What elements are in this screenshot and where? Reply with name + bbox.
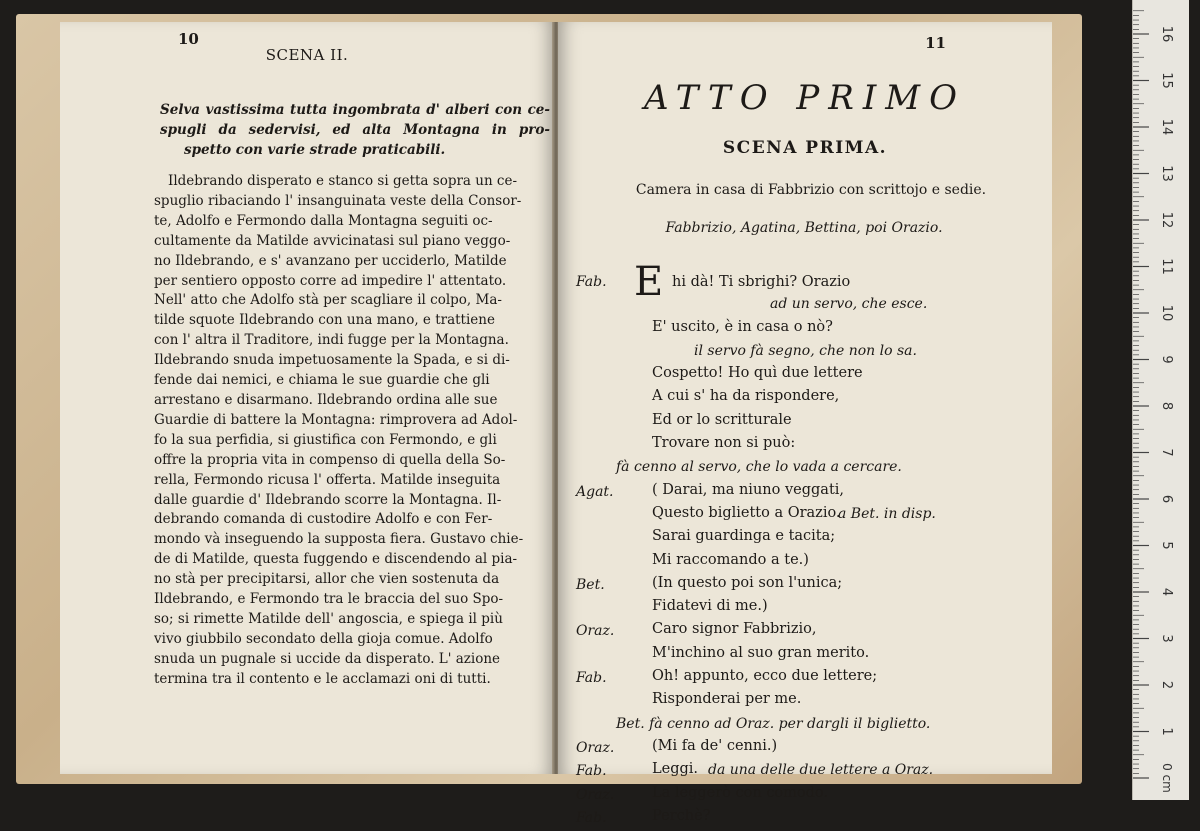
ruler-tick-label: 15 [1159, 72, 1174, 89]
ruler-tick-label: 11 [1159, 258, 1174, 275]
scene-setting [160, 100, 550, 160]
stage-direction: il servo fà segno, che non lo sa. [694, 342, 917, 359]
setting-line: spugli da sedervisi, ed alta Montagna in pro- [160, 122, 550, 138]
dialogue-line [576, 365, 1046, 388]
dialogue-line [576, 319, 1046, 342]
verse-text: Mi raccomando a te.) [652, 551, 809, 568]
ruler-tick-label: 7 [1159, 448, 1174, 457]
verse-text: ( Darai, ma niuno veggati, [652, 481, 845, 498]
verse-text: hi dà! Ti sbrighi? Orazio [672, 274, 851, 290]
setting-line: Selva vastissima tutta ingombrata d' alberi con ce- [160, 102, 550, 118]
ruler-tick-label: 16 [1159, 25, 1174, 43]
ruler-tick-label: 13 [1159, 165, 1174, 182]
page-number: 11 [925, 34, 946, 52]
verse-text: M'inchino al suo gran merito. [652, 644, 870, 661]
verse-text: Trovare non si può: [652, 435, 796, 452]
dialogue-line [576, 552, 1046, 575]
narrative-line: Nell' atto che Adolfo stà per scagliare il colpo, Ma- [154, 292, 502, 309]
stage-direction: ad un servo, che esce. [770, 296, 928, 313]
ruler-tick-label: 12 [1159, 211, 1174, 229]
dialogue-line [576, 808, 1046, 831]
speaker-label: Oraz. [576, 786, 615, 803]
room-description: Camera in casa di Fabbrizio con scrittojo e sedie. [635, 182, 987, 198]
narrative-line: no Ildebrando, e s' avanzano per ucciderlo, Matilde [154, 252, 507, 269]
dialogue-line [576, 412, 1046, 435]
act-title: ATTO PRIMO [644, 78, 966, 118]
scene-title: SCENA PRIMA. [722, 138, 888, 158]
narrative-line: arrestano e disarmano. Ildebrando ordina alle sue [154, 391, 498, 408]
ruler-tick-label: 1 [1159, 727, 1174, 736]
stage-direction: a Bet. in disp. [838, 505, 936, 522]
narrative-line: vivo giubbilo secondato della gioja comue. Adolfo [154, 630, 493, 647]
speaker-label: Fab. [576, 274, 607, 290]
narrative-line: snuda un pugnale si uccide da disperato. L' azione [154, 650, 501, 667]
narrative-line: no stà per precipitarsi, allor che vien sostenuta da [154, 571, 500, 588]
left-page [60, 22, 554, 774]
dialogue-line [576, 598, 1046, 621]
narrative-line: de di Matilde, questa fuggendo e discendendo al pia- [154, 551, 518, 568]
verse-text: Questo biglietto a Orazio. [652, 504, 841, 521]
ruler-tick-label: 6 [1159, 494, 1174, 504]
verse-text: Cospetto! Ho quì due lettere [652, 365, 863, 382]
character-list: Fabbrizio, Agatina, Bettina, poi Orazio. [665, 220, 943, 236]
ruler-tick-label: 4 [1159, 587, 1174, 597]
dialogue-line [576, 482, 1046, 505]
speaker-label: Fab. [576, 763, 607, 780]
verse-text: Fidatevi di me.) [652, 598, 768, 615]
ruler-tick-label: 2 [1159, 680, 1174, 690]
ruler-scale [1133, 0, 1189, 800]
verse-text: Oh! appunto, ecco due lettere; [652, 668, 878, 685]
dialogue-line [576, 388, 1046, 411]
verse-text: (In questo poi son l'unica; [652, 574, 843, 591]
narrative-line: Ildebrando, e Fermondo tra le braccia del suo Spo- [154, 591, 504, 608]
dialogue-line [576, 458, 1046, 481]
dialogue-line [576, 435, 1046, 458]
stage-direction: da una delle due lettere a Oraz. [708, 762, 934, 779]
speaker-label: Fab. [576, 670, 607, 687]
verse-text: Sarai guardinga e tacita; [652, 528, 836, 545]
narrative-line: rella, Fermondo ricusa l' offerta. Matilde inseguita [154, 471, 501, 488]
ruler-unit-label: 0 cm [1160, 763, 1174, 793]
dialogue-line [576, 691, 1046, 714]
narrative-line: te, Adolfo e Fermondo dalla Montagna seguiti oc- [154, 212, 493, 229]
dialogue-line [576, 668, 1046, 691]
speaker-label: Bet. [576, 576, 605, 593]
narrative-line: Ildebrando snuda impetuosamente la Spada, e si di- [154, 352, 510, 369]
narrative-line: Guardie di battere la Montagna: rimprovera ad Adol- [154, 411, 518, 428]
verse-text: Risponderai per me. [652, 691, 802, 708]
dialogue-line [576, 575, 1046, 598]
measuring-ruler [1132, 0, 1189, 800]
stage-direction: Bet. fà cenno ad Oraz. per dargli il biglietto. [616, 715, 931, 732]
verse-text: E' uscito, è in casa o nò? [652, 318, 833, 335]
verse-text: Caro signor Fabbrizio, [652, 621, 817, 638]
dialogue-line [576, 528, 1046, 551]
right-page [558, 22, 1052, 826]
drop-cap: E [634, 259, 664, 305]
narrative-text [154, 172, 552, 690]
narrative-line: con l' altra il Traditore, indi fugge per la Montagna. [154, 332, 509, 349]
dialogue-line [576, 645, 1046, 668]
dialogue-line [576, 621, 1046, 644]
narrative-line: termina tra il contento e le acclamazi oni di tutti. [154, 670, 491, 687]
narrative-line: debrando comanda di custodire Adolfo e con Fer- [154, 511, 493, 528]
dialogue-line [576, 738, 1046, 761]
speaker-label: Oraz. [576, 623, 615, 640]
speaker-label: Fab. [576, 809, 607, 826]
narrative-line: cultamente da Matilde avvicinatasi sul piano veggo- [154, 232, 511, 249]
ruler-tick-label: 5 [1159, 541, 1174, 550]
speaker-label: Oraz. [576, 739, 615, 756]
narrative-line: mondo và inseguendo la supposta fiera. Gustavo chie- [154, 531, 524, 548]
speaker-label: Agat. [576, 483, 614, 500]
narrative-line: tilde squote Ildebrando con una mano, e trattiene [154, 312, 495, 329]
running-head: SCENA II. [265, 46, 349, 64]
ruler-tick-label: 10 [1159, 304, 1174, 322]
narrative-line: so; si rimette Matilde dell' angoscia, e spiega il più [154, 610, 503, 627]
setting-line: spetto con varie strade praticabili. [184, 142, 446, 158]
dialogue-line [576, 761, 1046, 784]
dialogue-line [576, 715, 1046, 738]
verse-text: A cui s' ha da rispondere, [652, 388, 840, 405]
verse-text: (Mi fa de' cenni.) [652, 737, 778, 754]
narrative-line: per sentiero opposto corre ad impedire l' attentato. [154, 272, 507, 289]
narrative-line: offre la propria vita in compenso di quella della So- [154, 451, 506, 468]
ruler-tick-label: 9 [1159, 355, 1174, 364]
verse-text: Leggi. [652, 761, 699, 778]
ruler-tick-label: 14 [1159, 118, 1174, 136]
narrative-line: fende dai nemici, e chiama le sue guardie che gli [154, 372, 490, 389]
narrative-line: dalle guardie d' Ildebrando scorre la Montagna. Il- [154, 491, 502, 508]
narrative-line: Ildebrando disperato e stanco si getta sopra un ce- [168, 173, 518, 189]
dialogue [576, 259, 1046, 831]
dialogue-line [576, 295, 1046, 318]
narrative-line: spuglio ribaciando l' insanguinata veste della Consor- [154, 192, 522, 209]
dialogue-line [576, 505, 1046, 528]
ruler-tick-label: 8 [1159, 401, 1174, 411]
verse-text: Perchè? [652, 807, 711, 824]
verse-text: Ed or lo scritturale [652, 411, 792, 428]
narrative-line: fo la sua perfidia, si giustifica con Fermondo, e gli [154, 431, 497, 448]
stage-direction: fà cenno al servo, che lo vada a cercare. [616, 459, 902, 476]
ruler-tick-label: 3 [1159, 634, 1174, 643]
verse-text: La leggerò con comodo. [652, 784, 829, 801]
page-number: 10 [178, 30, 199, 48]
dialogue-line [576, 785, 1046, 808]
dialogue-line [576, 342, 1046, 365]
